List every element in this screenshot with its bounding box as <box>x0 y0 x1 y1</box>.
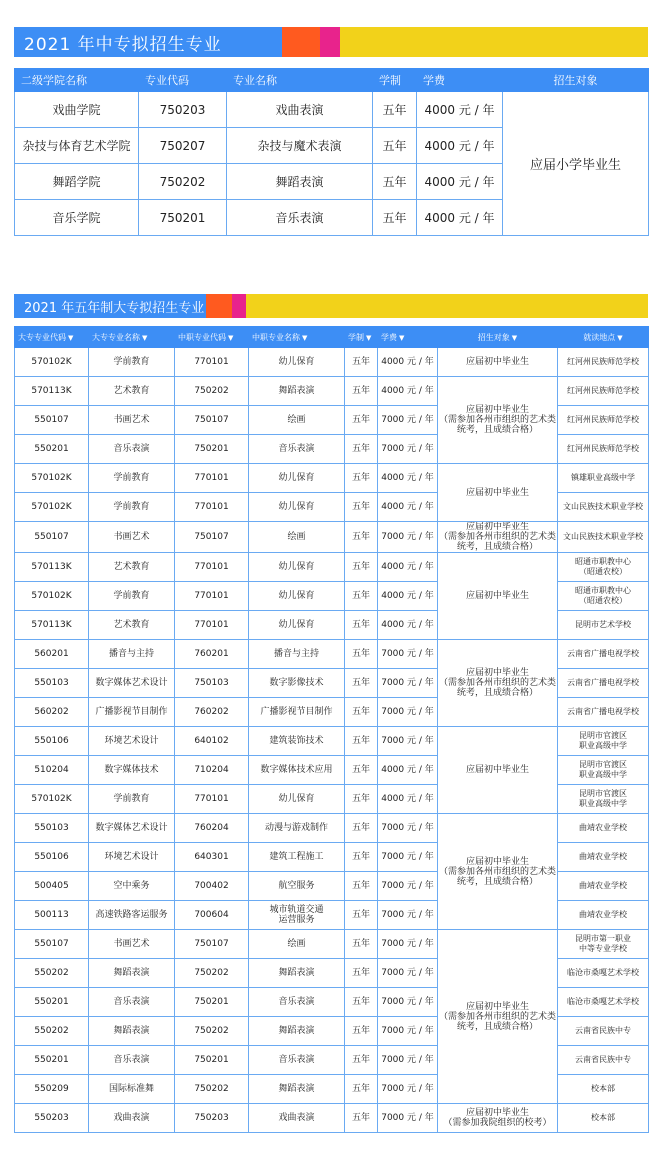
zz-name-cell: 舞蹈表演 <box>249 1075 345 1104</box>
years-cell: 五年 <box>345 669 378 698</box>
table-row <box>15 640 649 669</box>
zz-name-cell: 绘画 <box>249 406 345 435</box>
target-cell <box>438 1104 558 1133</box>
zz-name-cell: 音乐表演 <box>249 988 345 1017</box>
zz-name-cell: 幼儿保育 <box>249 493 345 522</box>
zz-code-cell: 750202 <box>175 1075 249 1104</box>
school-cell: 校本部 <box>558 1075 649 1104</box>
zz-name-cell: 幼儿保育 <box>249 611 345 640</box>
zz-code-cell: 710204 <box>175 756 249 785</box>
dz-code-cell: 550202 <box>15 959 89 988</box>
zz-name-cell: 广播影视节目制作 <box>249 698 345 727</box>
school-cell: 云南省民族中专 <box>558 1017 649 1046</box>
header-school[interactable]: 就读地点 ▼ <box>558 327 649 348</box>
years-cell: 五年 <box>345 464 378 493</box>
header-dz-name[interactable]: 大专专业名称 ▼ <box>89 327 175 348</box>
dz-name-cell: 学前教育 <box>89 493 175 522</box>
target-label: 应届初中毕业生 <box>465 357 529 367</box>
header-dz-code[interactable]: 大专专业代码 ▼ <box>15 327 89 348</box>
zz-name-cell: 绘画 <box>249 522 345 553</box>
fee-cell: 4000 元 / 年 <box>378 377 438 406</box>
fee-cell: 7000 元 / 年 <box>378 406 438 435</box>
years-cell: 五年 <box>345 814 378 843</box>
zz-name-cell: 幼儿保育 <box>249 348 345 377</box>
school-cell: 云南省民族中专 <box>558 1046 649 1075</box>
zz-code-cell: 750201 <box>175 435 249 464</box>
years-cell: 五年 <box>345 553 378 582</box>
section1-banner <box>14 27 648 57</box>
fee-cell: 7000 元 / 年 <box>378 814 438 843</box>
years-cell: 五年 <box>373 92 417 128</box>
target-cell <box>438 930 558 1104</box>
school-cell: 昆明市官渡区 职业高级中学 <box>558 785 649 814</box>
dz-name-cell: 学前教育 <box>89 582 175 611</box>
fee-cell: 7000 元 / 年 <box>378 1104 438 1133</box>
zz-code-cell: 760201 <box>175 640 249 669</box>
years-cell: 五年 <box>345 1017 378 1046</box>
target-cell <box>438 377 558 464</box>
dz-name-cell: 音乐表演 <box>89 1046 175 1075</box>
fee-cell: 4000 元 / 年 <box>378 756 438 785</box>
zz-name-cell: 幼儿保育 <box>249 464 345 493</box>
years-cell: 五年 <box>345 1075 378 1104</box>
zz-code-cell: 750107 <box>175 930 249 959</box>
school-cell: 曲靖农业学校 <box>558 872 649 901</box>
zz-code-cell: 770101 <box>175 464 249 493</box>
zz-name-cell: 建筑装饰技术 <box>249 727 345 756</box>
target-cell <box>438 727 558 814</box>
target-cell <box>438 464 558 522</box>
target-requirement: （需参加我院组织的校考） <box>443 1118 552 1128</box>
fee-cell: 7000 元 / 年 <box>378 669 438 698</box>
dz-code-cell: 500113 <box>15 901 89 930</box>
fee-cell: 4000 元 / 年 <box>417 200 503 236</box>
college-cell: 杂技与体育艺术学院 <box>15 128 139 164</box>
dz-code-cell: 570113K <box>15 377 89 406</box>
school-cell: 红河州民族师范学校 <box>558 406 649 435</box>
dz-code-cell: 550103 <box>15 814 89 843</box>
dz-name-cell: 艺术教育 <box>89 377 175 406</box>
dz-name-cell: 戏曲表演 <box>89 1104 175 1133</box>
college-cell: 戏曲学院 <box>15 92 139 128</box>
header-major: 专业名称 <box>227 69 373 92</box>
years-cell: 五年 <box>345 582 378 611</box>
dz-name-cell: 书画艺术 <box>89 930 175 959</box>
target-label: 应届初中毕业生 <box>465 1001 529 1012</box>
years-cell: 五年 <box>345 756 378 785</box>
dz-name-cell: 播音与主持 <box>89 640 175 669</box>
header-target: 招生对象 <box>503 69 649 92</box>
dz-name-cell: 音乐表演 <box>89 988 175 1017</box>
dz-code-cell: 570102K <box>15 493 89 522</box>
banner-orange-block <box>282 27 320 57</box>
table-header-row <box>15 327 649 348</box>
dz-name-cell: 环境艺术设计 <box>89 843 175 872</box>
dz-name-cell: 广播影视节目制作 <box>89 698 175 727</box>
major-cell: 音乐表演 <box>227 200 373 236</box>
zz-code-cell: 750202 <box>175 377 249 406</box>
target-requirement: （需参加各州市组织的艺术类统考，且成绩合格） <box>439 1011 557 1032</box>
school-cell: 红河州民族师范学校 <box>558 377 649 406</box>
zz-code-cell: 770101 <box>175 582 249 611</box>
zz-code-cell: 750103 <box>175 669 249 698</box>
section2-title: 2021 年五年制大专拟招生专业 <box>14 294 206 318</box>
fee-cell: 7000 元 / 年 <box>378 640 438 669</box>
table-row <box>15 522 649 553</box>
dz-code-cell: 550107 <box>15 406 89 435</box>
years-cell: 五年 <box>345 727 378 756</box>
zz-code-cell: 770101 <box>175 493 249 522</box>
secondary-program-table <box>14 68 649 236</box>
fee-cell: 4000 元 / 年 <box>378 464 438 493</box>
college-cell: 舞蹈学院 <box>15 164 139 200</box>
dz-code-cell: 550106 <box>15 727 89 756</box>
target-cell <box>438 553 558 640</box>
zz-code-cell: 750201 <box>175 988 249 1017</box>
fee-cell: 7000 元 / 年 <box>378 1046 438 1075</box>
school-cell: 云南省广播电视学校 <box>558 669 649 698</box>
dz-code-cell: 500405 <box>15 872 89 901</box>
fee-cell: 4000 元 / 年 <box>378 785 438 814</box>
zz-code-cell: 750107 <box>175 522 249 553</box>
major-cell: 舞蹈表演 <box>227 164 373 200</box>
header-code: 专业代码 <box>139 69 227 92</box>
dz-code-cell: 550203 <box>15 1104 89 1133</box>
fee-cell: 7000 元 / 年 <box>378 435 438 464</box>
header-zz-code[interactable]: 中职专业代码 ▼ <box>175 327 249 348</box>
zz-code-cell: 700604 <box>175 901 249 930</box>
dz-code-cell: 570102K <box>15 785 89 814</box>
fee-cell: 4000 元 / 年 <box>378 553 438 582</box>
code-cell: 750201 <box>139 200 227 236</box>
section1-title: 2021 年中专拟招生专业 <box>14 27 282 57</box>
table-row <box>15 814 649 843</box>
fee-cell: 7000 元 / 年 <box>378 1075 438 1104</box>
years-cell: 五年 <box>345 493 378 522</box>
code-cell: 750203 <box>139 92 227 128</box>
years-cell: 五年 <box>345 348 378 377</box>
years-cell: 五年 <box>345 698 378 727</box>
school-cell: 文山民族技术职业学校 <box>558 522 649 553</box>
header-zz-name[interactable]: 中职专业名称 ▼ <box>249 327 345 348</box>
dz-code-cell: 550103 <box>15 669 89 698</box>
school-cell: 曲靖农业学校 <box>558 843 649 872</box>
years-cell: 五年 <box>345 959 378 988</box>
school-cell: 红河州民族师范学校 <box>558 348 649 377</box>
dz-code-cell: 560201 <box>15 640 89 669</box>
dz-name-cell: 书画艺术 <box>89 406 175 435</box>
zz-name-cell: 音乐表演 <box>249 435 345 464</box>
dz-code-cell: 550202 <box>15 1017 89 1046</box>
target-cell <box>438 640 558 727</box>
table-header-row <box>15 69 649 92</box>
zz-name-cell: 建筑工程施工 <box>249 843 345 872</box>
target-label: 应届初中毕业生 <box>465 487 529 498</box>
years-cell: 五年 <box>345 1104 378 1133</box>
target-requirement: （需参加各州市组织的艺术类统考，且成绩合格） <box>439 678 557 698</box>
dz-name-cell: 环境艺术设计 <box>89 727 175 756</box>
years-cell: 五年 <box>373 164 417 200</box>
zz-code-cell: 750202 <box>175 959 249 988</box>
zz-name-cell: 数字影像技术 <box>249 669 345 698</box>
years-cell: 五年 <box>345 406 378 435</box>
school-cell: 临沧市桑嘎艺术学校 <box>558 959 649 988</box>
table-row <box>15 464 649 493</box>
school-cell: 云南省广播电视学校 <box>558 640 649 669</box>
dz-code-cell: 550201 <box>15 1046 89 1075</box>
table-row <box>15 930 649 959</box>
dz-code-cell: 560202 <box>15 698 89 727</box>
target-label: 应届初中毕业生 <box>465 1108 529 1118</box>
zz-code-cell: 640301 <box>175 843 249 872</box>
school-cell: 昆明市官渡区 职业高级中学 <box>558 756 649 785</box>
dz-name-cell: 学前教育 <box>89 348 175 377</box>
zz-code-cell: 770101 <box>175 785 249 814</box>
zz-name-cell: 播音与主持 <box>249 640 345 669</box>
header-years[interactable]: 学制 ▼ <box>345 327 378 348</box>
fee-cell: 7000 元 / 年 <box>378 698 438 727</box>
section2-banner <box>14 294 648 318</box>
major-cell: 杂技与魔术表演 <box>227 128 373 164</box>
fee-cell: 7000 元 / 年 <box>378 988 438 1017</box>
target-requirement: （需参加各州市组织的艺术类统考，且成绩合格） <box>439 415 557 435</box>
banner-yellow-block <box>246 294 648 318</box>
years-cell: 五年 <box>345 843 378 872</box>
dz-name-cell: 艺术教育 <box>89 553 175 582</box>
header-fee: 学费 <box>417 69 503 92</box>
zz-code-cell: 700402 <box>175 872 249 901</box>
fee-cell: 4000 元 / 年 <box>378 493 438 522</box>
zz-name-cell: 舞蹈表演 <box>249 1017 345 1046</box>
school-cell: 昭通市职教中心 （昭通农校） <box>558 553 649 582</box>
years-cell: 五年 <box>345 1046 378 1075</box>
dz-code-cell: 550107 <box>15 930 89 959</box>
dz-name-cell: 高速铁路客运服务 <box>89 901 175 930</box>
table-row <box>15 348 649 377</box>
years-cell: 五年 <box>373 128 417 164</box>
school-cell: 临沧市桑嘎艺术学校 <box>558 988 649 1017</box>
dz-name-cell: 舞蹈表演 <box>89 959 175 988</box>
dz-code-cell: 550209 <box>15 1075 89 1104</box>
zz-name-cell: 舞蹈表演 <box>249 377 345 406</box>
school-cell: 昆明市艺术学校 <box>558 611 649 640</box>
target-label: 应届初中毕业生 <box>465 765 529 775</box>
dz-code-cell: 570102K <box>15 582 89 611</box>
zz-name-cell: 航空服务 <box>249 872 345 901</box>
years-cell: 五年 <box>345 988 378 1017</box>
dz-code-cell: 550201 <box>15 988 89 1017</box>
fee-cell: 7000 元 / 年 <box>378 843 438 872</box>
dz-name-cell: 音乐表演 <box>89 435 175 464</box>
zz-name-cell: 数字媒体技术应用 <box>249 756 345 785</box>
school-cell: 红河州民族师范学校 <box>558 435 649 464</box>
dz-code-cell: 570102K <box>15 464 89 493</box>
banner-pink-block <box>232 294 246 318</box>
zz-code-cell: 750202 <box>175 1017 249 1046</box>
school-cell: 曲靖农业学校 <box>558 901 649 930</box>
code-cell: 750207 <box>139 128 227 164</box>
zz-name-cell: 幼儿保育 <box>249 553 345 582</box>
years-cell: 五年 <box>345 522 378 553</box>
years-cell: 五年 <box>345 435 378 464</box>
zz-code-cell: 760202 <box>175 698 249 727</box>
zz-name-cell: 动漫与游戏制作 <box>249 814 345 843</box>
zz-code-cell: 760204 <box>175 814 249 843</box>
dz-name-cell: 数字媒体技术 <box>89 756 175 785</box>
zz-code-cell: 770101 <box>175 611 249 640</box>
fee-cell: 4000 元 / 年 <box>378 582 438 611</box>
zz-code-cell: 770101 <box>175 348 249 377</box>
target-label: 应届初中毕业生 <box>465 591 529 601</box>
dz-name-cell: 书画艺术 <box>89 522 175 553</box>
target-label: 应届初中毕业生 <box>465 856 529 867</box>
fee-cell: 4000 元 / 年 <box>378 611 438 640</box>
fee-cell: 7000 元 / 年 <box>378 930 438 959</box>
school-cell: 云南省广播电视学校 <box>558 698 649 727</box>
school-cell: 曲靖农业学校 <box>558 814 649 843</box>
dz-name-cell: 数字媒体艺术设计 <box>89 814 175 843</box>
major-cell: 戏曲表演 <box>227 92 373 128</box>
fee-cell: 7000 元 / 年 <box>378 901 438 930</box>
table-row <box>15 92 649 128</box>
fee-cell: 7000 元 / 年 <box>378 522 438 553</box>
dz-name-cell: 国际标准舞 <box>89 1075 175 1104</box>
banner-yellow-block <box>340 27 648 57</box>
years-cell: 五年 <box>373 200 417 236</box>
zz-name-cell: 幼儿保育 <box>249 582 345 611</box>
school-cell: 文山民族技术职业学校 <box>558 493 649 522</box>
table-row <box>15 553 649 582</box>
college-cell: 音乐学院 <box>15 200 139 236</box>
zz-code-cell: 770101 <box>175 553 249 582</box>
fee-cell: 7000 元 / 年 <box>378 1017 438 1046</box>
years-cell: 五年 <box>345 611 378 640</box>
school-cell: 昭通市职教中心 （昭通农校） <box>558 582 649 611</box>
header-target[interactable]: 招生对象 ▼ <box>438 327 558 348</box>
years-cell: 五年 <box>345 901 378 930</box>
years-cell: 五年 <box>345 377 378 406</box>
zz-name-cell: 戏曲表演 <box>249 1104 345 1133</box>
years-cell: 五年 <box>345 872 378 901</box>
fee-cell: 7000 元 / 年 <box>378 872 438 901</box>
dz-code-cell: 570113K <box>15 611 89 640</box>
zz-code-cell: 750203 <box>175 1104 249 1133</box>
zz-name-cell: 舞蹈表演 <box>249 959 345 988</box>
target-label: 应届初中毕业生 <box>465 668 529 678</box>
header-years: 学制 <box>373 69 417 92</box>
fee-cell: 4000 元 / 年 <box>378 348 438 377</box>
dz-code-cell: 570113K <box>15 553 89 582</box>
fee-cell: 4000 元 / 年 <box>417 128 503 164</box>
table-row <box>15 1104 649 1133</box>
target-cell <box>438 522 558 553</box>
dz-name-cell: 数字媒体艺术设计 <box>89 669 175 698</box>
zz-code-cell: 640102 <box>175 727 249 756</box>
fee-cell: 7000 元 / 年 <box>378 959 438 988</box>
target-label: 应届初中毕业生 <box>465 405 529 415</box>
table-row <box>15 727 649 756</box>
zz-name-cell: 城市轨道交通 运营服务 <box>249 901 345 930</box>
dz-name-cell: 学前教育 <box>89 464 175 493</box>
years-cell: 五年 <box>345 785 378 814</box>
fee-cell: 4000 元 / 年 <box>417 164 503 200</box>
fee-cell: 4000 元 / 年 <box>417 92 503 128</box>
years-cell: 五年 <box>345 640 378 669</box>
dz-name-cell: 学前教育 <box>89 785 175 814</box>
dz-code-cell: 510204 <box>15 756 89 785</box>
target-cell: 应届小学毕业生 <box>503 92 649 236</box>
target-label: 应届初中毕业生 <box>465 522 529 532</box>
dz-code-cell: 550201 <box>15 435 89 464</box>
five-year-program-table <box>14 326 649 1133</box>
dz-name-cell: 舞蹈表演 <box>89 1017 175 1046</box>
zz-name-cell: 绘画 <box>249 930 345 959</box>
fee-cell: 7000 元 / 年 <box>378 727 438 756</box>
dz-code-cell: 570102K <box>15 348 89 377</box>
banner-orange-block <box>206 294 232 318</box>
target-requirement: （需参加各州市组织的艺术类统考，且成绩合格） <box>439 532 557 552</box>
years-cell: 五年 <box>345 930 378 959</box>
zz-name-cell: 幼儿保育 <box>249 785 345 814</box>
dz-name-cell: 艺术教育 <box>89 611 175 640</box>
target-cell <box>438 814 558 930</box>
banner-pink-block <box>320 27 340 57</box>
zz-code-cell: 750201 <box>175 1046 249 1075</box>
school-cell: 昆明市第一职业 中等专业学校 <box>558 930 649 959</box>
target-cell <box>438 348 558 377</box>
school-cell: 校本部 <box>558 1104 649 1133</box>
zz-name-cell: 音乐表演 <box>249 1046 345 1075</box>
header-fee[interactable]: 学费 ▼ <box>378 327 438 348</box>
dz-name-cell: 空中乘务 <box>89 872 175 901</box>
school-cell: 昆明市官渡区 职业高级中学 <box>558 727 649 756</box>
code-cell: 750202 <box>139 164 227 200</box>
school-cell: 镇雄职业高级中学 <box>558 464 649 493</box>
dz-code-cell: 550107 <box>15 522 89 553</box>
table-row <box>15 377 649 406</box>
target-requirement: （需参加各州市组织的艺术类统考，且成绩合格） <box>439 866 557 887</box>
header-college: 二级学院名称 <box>15 69 139 92</box>
zz-code-cell: 750107 <box>175 406 249 435</box>
dz-code-cell: 550106 <box>15 843 89 872</box>
